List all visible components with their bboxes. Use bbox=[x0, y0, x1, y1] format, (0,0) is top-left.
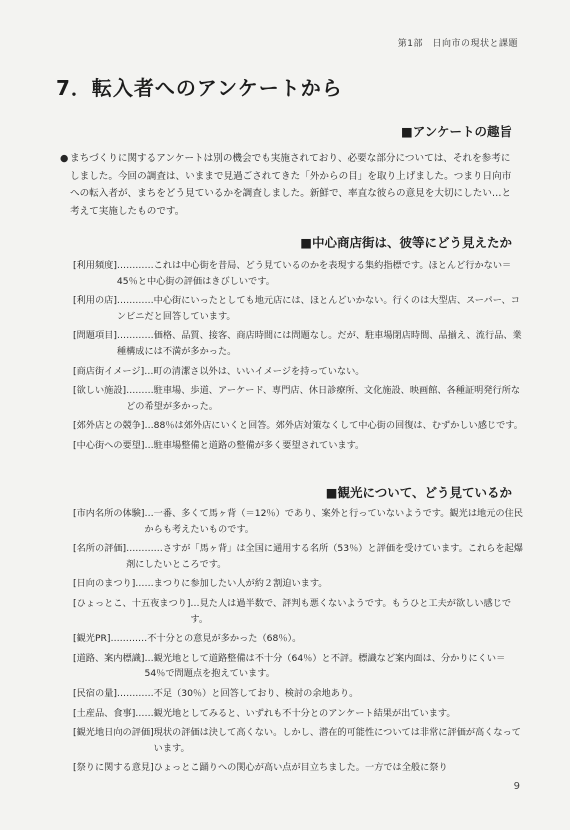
page-header: 第1部 日向市の現状と課題 bbox=[397, 39, 518, 49]
item-text: …見た人は過半数で、評判も悪くないようです。もうひと工夫が欲しい感じです。 bbox=[190, 597, 512, 625]
list-item bbox=[73, 328, 525, 359]
tourism-list bbox=[73, 506, 525, 780]
item-text: …観光地として道路整備は不十分（64％）と不評。標識など案内面は、分かりにくい＝54％で問題点を抱えています。 bbox=[144, 652, 506, 680]
item-text: 現状の評価は決して高くない。しかし、潜在的可能性については非常に評価が高くなっています。 bbox=[153, 727, 521, 754]
item-text: …………不足（30％）と回答しており、検討の余地あり。 bbox=[116, 687, 359, 699]
item-text: …駐車場整備と道路の整備が多く要望されています。 bbox=[144, 439, 365, 451]
intro-heading: ■アンケートの趣旨 bbox=[400, 124, 512, 139]
item-label: [商店街イメージ] bbox=[73, 365, 145, 377]
item-text: ……観光地としてみると、いずれも不十分とのアンケート結果が出ています。 bbox=[135, 707, 456, 719]
item-label: [観光PR] bbox=[73, 633, 111, 645]
list-item bbox=[73, 364, 525, 380]
list-item bbox=[73, 686, 525, 702]
item-text: …………これは中心街を昔局、どう見ているのかを表現する集約指標です。ほとんど行かない＝45％と中心街の評価はきびしいです。 bbox=[116, 260, 512, 287]
list-item bbox=[73, 383, 525, 414]
list-item bbox=[73, 631, 525, 647]
list-item bbox=[73, 258, 525, 289]
list-item bbox=[73, 651, 525, 682]
item-text: …町の清潔さ以外は、いいイメージを持っていない。 bbox=[144, 365, 365, 377]
shopping-list bbox=[73, 258, 525, 458]
list-item bbox=[73, 760, 525, 776]
item-label: [利用の店] bbox=[73, 295, 117, 307]
item-text: …88％は郊外店にいくと回答。郊外店対策なくして中心街の回復は、むずかしい感じです。 bbox=[144, 420, 523, 432]
list-item bbox=[73, 596, 525, 627]
item-label: [問題項目] bbox=[73, 330, 117, 342]
item-text: …………中心街にいったとしても地元店には、ほとんどいかない。行くのは大型店、スーパー、コンビニだと回答しています。 bbox=[116, 295, 520, 322]
list-item bbox=[73, 506, 525, 537]
chapter-title: 7．転入者へのアンケートから bbox=[56, 76, 343, 100]
item-label: [郊外店との競争] bbox=[73, 420, 145, 432]
item-label: [日向のまつり] bbox=[73, 578, 136, 590]
page-number: 9 bbox=[513, 781, 520, 792]
item-label: [名所の評価] bbox=[73, 543, 127, 555]
shopping-heading: ■中心商店街は、彼等にどう見えたか bbox=[300, 235, 512, 250]
list-item bbox=[73, 541, 525, 572]
item-label: [観光地日向の評価] bbox=[73, 727, 154, 739]
tourism-heading: ■観光について、どう見ているか bbox=[325, 485, 512, 500]
list-item bbox=[73, 438, 525, 454]
intro-paragraph bbox=[60, 150, 515, 220]
item-label: [道路、案内標識] bbox=[73, 652, 145, 664]
list-item bbox=[73, 706, 525, 722]
item-label: [欲しい施設] bbox=[73, 385, 127, 397]
item-text: ……まつりに参加したい人が約２割迫います。 bbox=[135, 578, 328, 590]
list-item bbox=[73, 293, 525, 324]
item-text: ………駐車場、歩道、アーケード、専門店、休日診療所、文化施設、映画館、各種証明発行所などの希望が多かった。 bbox=[126, 385, 521, 412]
item-text: ひょっとこ踊りへの関心が高い点が目立ちました。一方では全般に祭り bbox=[153, 762, 448, 774]
item-label: [ひょっとこ、十五夜まつり] bbox=[73, 597, 191, 609]
item-label: [中心街への要望] bbox=[73, 439, 145, 451]
item-text: …………さすが「馬ヶ背」は全国に通用する名所（53％）と評価を受けています。これらを起爆剤にしたいところです。 bbox=[126, 543, 523, 570]
item-text: …………価格、品質、接客、商店時間には問題なし。だが、駐車場閉店時間、品揃え、流行品、業種構成には不満が多かった。 bbox=[116, 330, 522, 357]
item-label: [市内名所の体験] bbox=[73, 508, 145, 519]
item-label: [土産品、食事] bbox=[73, 707, 136, 719]
item-label: [祭りに関する意見] bbox=[73, 762, 154, 774]
list-item bbox=[73, 576, 525, 592]
item-label: [利用頻度] bbox=[73, 260, 117, 271]
intro-text: まちづくりに関するアンケートは別の機会でも実施されており、必要な部分については、それを参考にしました。今回の調査は、いままで見過ごされてきた「外からの目」を取り上げました。つまり日向市への転入者が、まちをどう見ているかを調査しました。新鮮で、率直な彼らの意見を大切にしたい…と考えて実施したものです。 bbox=[70, 153, 512, 217]
list-item bbox=[73, 418, 525, 434]
list-item bbox=[73, 725, 525, 756]
item-label: [民宿の量] bbox=[73, 687, 117, 699]
bullet-icon: ● bbox=[60, 153, 69, 164]
item-text: …一番、多くて馬ヶ背（＝12％）であり、案外と行っていないようです。観光は地元の住民からも考えたいものです。 bbox=[144, 508, 523, 535]
item-text: …………不十分との意見が多かった（68％）。 bbox=[110, 633, 302, 645]
